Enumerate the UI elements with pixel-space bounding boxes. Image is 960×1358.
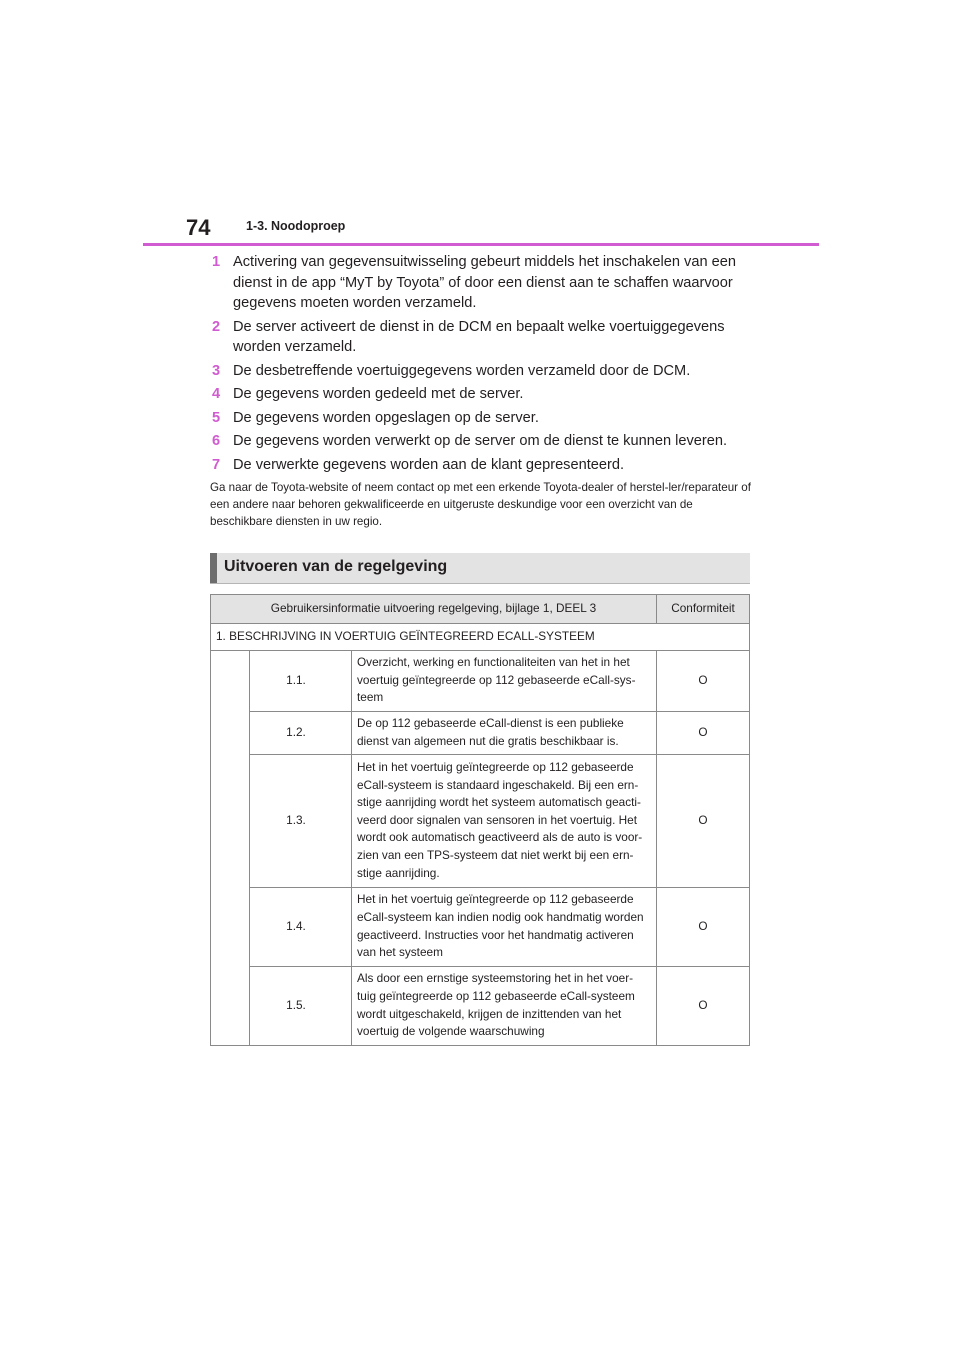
- step-text: De desbetreffende voertuiggegevens worden verzameld door de DCM.: [233, 362, 691, 379]
- page-number: 74: [186, 215, 211, 240]
- table-indent-cell: [211, 650, 250, 1045]
- step-number: 4: [212, 386, 221, 402]
- regulation-table: [210, 594, 750, 1046]
- row-number: 1.5.: [250, 966, 352, 1045]
- step-item: [210, 384, 770, 405]
- step-item: [210, 317, 770, 358]
- table-row: [211, 966, 750, 1045]
- section-title: 1-3. Noodoproep: [246, 219, 346, 233]
- step-text: De verwerkte gegevens worden aan de klant gepresenteerd.: [233, 456, 625, 473]
- table-header-info: Gebruikersinformatie uitvoering regelgeving, bijlage 1, DEEL 3: [211, 595, 657, 624]
- step-number: 5: [212, 409, 221, 426]
- step-number: 6: [212, 433, 221, 449]
- row-number: 1.4.: [250, 887, 352, 966]
- row-number: 1.3.: [250, 754, 352, 887]
- row-description: Het in het voertuig geïntegreerde op 112 gebaseerde eCall-systeem is standaard ingeschakeld. Bij een ern-stige aanrijding wordt het systeem automatisch geacti-veerd door signalen van sensoren in het voertuig. Het wordt ook automatisch geactiveerd als de auto is voor-zien van een TPS-systeem dat niet werkt bij een ern-stige aanrijding.: [352, 754, 657, 887]
- row-description: Het in het voertuig geïntegreerde op 112 gebaseerde eCall-systeem kan indien nodig ook handmatig worden geactiveerd. Instructies voor het handmatig activeren van het systeem: [352, 887, 657, 966]
- step-item: [210, 455, 770, 476]
- section-bar-accent: [210, 553, 217, 583]
- steps-list: [210, 252, 770, 478]
- step-text: De gegevens worden verwerkt op de server om de dienst te kunnen leveren.: [233, 433, 728, 449]
- step-item: [210, 408, 770, 429]
- table-section-row: [211, 624, 750, 651]
- row-description: De op 112 gebaseerde eCall-dienst is een publieke dienst van algemeen nut die gratis beschikbaar is.: [352, 711, 657, 754]
- step-text: Activering van gegevensuitwisseling gebeurt middels het inschakelen van een dienst in de app “MyT by Toyota” of door een dienst aan te schaffen waarvoor gegevens moeten worden verzameld.: [233, 254, 736, 311]
- step-item: [210, 252, 770, 314]
- step-number: 2: [212, 318, 221, 335]
- table-header-row: [211, 595, 750, 624]
- row-conformity: O: [657, 711, 750, 754]
- step-item: [210, 431, 770, 452]
- row-description: Overzicht, werking en functionaliteiten van het in het voertuig geïntegreerde op 112 gebaseerde eCall-sys-teem: [352, 650, 657, 711]
- table-row: [211, 754, 750, 887]
- note-paragraph: Ga naar de Toyota-website of neem contact op met een erkende Toyota-dealer of herstel-ler/reparateur of een andere naar behoren gekwalificeerde en uitgeruste deskundige voor een overzicht van de beschikbare diensten in uw regio.: [210, 481, 751, 528]
- row-conformity: O: [657, 754, 750, 887]
- table-section-label: 1. BESCHRIJVING IN VOERTUIG GEÏNTEGREERD ECALL-SYSTEEM: [211, 624, 750, 651]
- step-number: 1: [212, 254, 221, 270]
- step-number: 7: [212, 456, 221, 473]
- step-number: 3: [212, 362, 221, 379]
- row-description: Als door een ernstige systeemstoring het in het voer-tuig geïntegreerde op 112 gebaseerde eCall-systeem wordt uitgeschakeld, krijgen de inzittenden van het voertuig de volgende waarschuwing: [352, 966, 657, 1045]
- table-row: [211, 711, 750, 754]
- header-rule: [143, 243, 819, 246]
- step-text: De gegevens worden gedeeld met de server.: [233, 386, 524, 402]
- step-text: De server activeert de dienst in de DCM en bepaalt welke voertuiggegevens worden verzameld.: [233, 318, 725, 355]
- section-heading: Uitvoeren van de regelgeving: [224, 558, 448, 575]
- table-row: [211, 887, 750, 966]
- step-text: De gegevens worden opgeslagen op de server.: [233, 409, 539, 426]
- table-header-conformity: Conformiteit: [657, 595, 750, 624]
- row-number: 1.2.: [250, 711, 352, 754]
- step-item: [210, 361, 770, 382]
- row-conformity: O: [657, 650, 750, 711]
- row-conformity: O: [657, 966, 750, 1045]
- row-number: 1.1.: [250, 650, 352, 711]
- row-conformity: O: [657, 887, 750, 966]
- table-row: [211, 650, 750, 711]
- section-heading-bar: [210, 553, 750, 584]
